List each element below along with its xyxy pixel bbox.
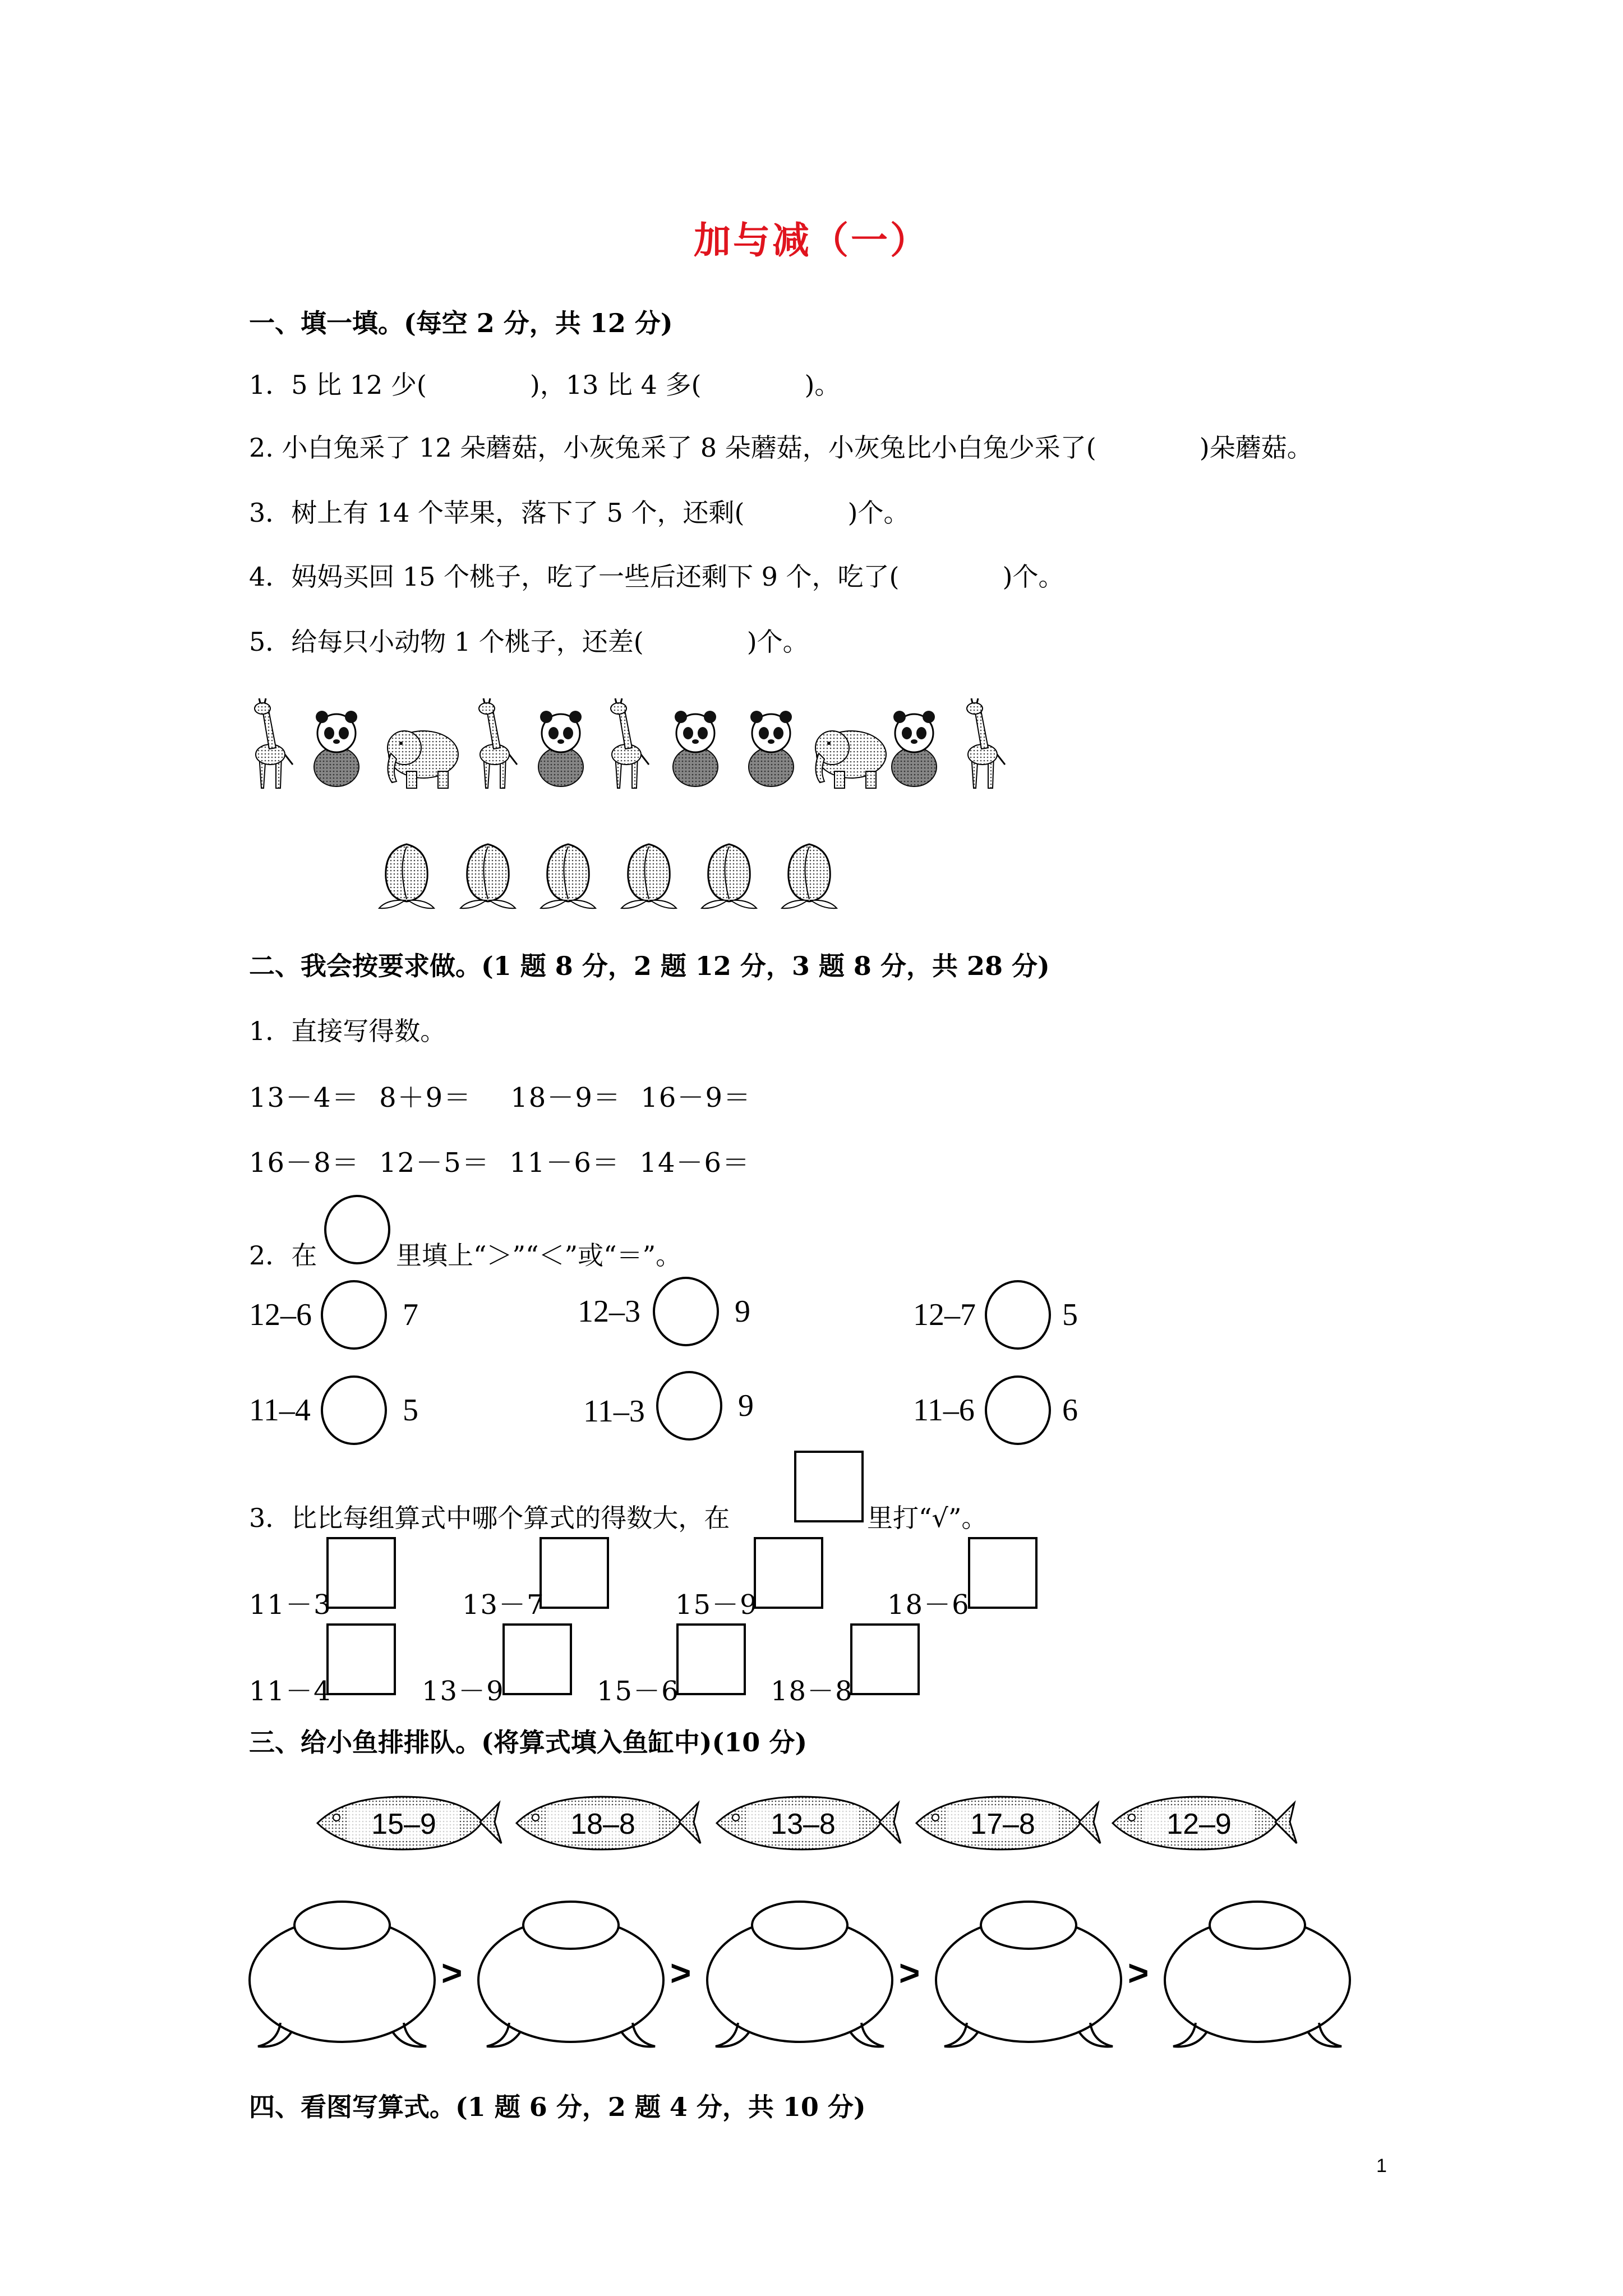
expression-value: 9: [738, 1388, 754, 1423]
question: 里填上“＞”“＜”或“＝”。: [396, 1240, 682, 1271]
arithmetic-row: 13－4＝ 8＋9＝ 18－9＝ 16－9＝: [249, 1082, 751, 1114]
peach-icon: [460, 844, 515, 908]
check-box[interactable]: [754, 1537, 823, 1609]
question: 3．树上有 14 个苹果，落下了 5 个，还剩( )个。: [249, 498, 910, 528]
sample-box: [794, 1451, 864, 1522]
fish-tank[interactable]: [478, 1902, 663, 2046]
expression: 15－9: [675, 1589, 758, 1621]
expression-value: 6: [1062, 1393, 1078, 1428]
check-box[interactable]: [540, 1537, 609, 1609]
expression: 13－9: [422, 1676, 505, 1707]
answer-circle[interactable]: [321, 1280, 387, 1350]
expression: 12–3: [578, 1294, 640, 1329]
giraffe-icon: [255, 698, 293, 788]
fish-tanks-row: [247, 1890, 1391, 2059]
check-box[interactable]: [502, 1623, 572, 1695]
expression-value: 5: [1062, 1297, 1078, 1332]
expression: 11–3: [583, 1394, 645, 1429]
greater-than-sign: >: [1128, 1953, 1149, 1993]
answer-circle[interactable]: [985, 1280, 1051, 1350]
fish-expression: 12–9: [1166, 1808, 1232, 1841]
question: 3．比比每组算式中哪个算式的得数大，在: [249, 1503, 730, 1533]
peach-icon: [379, 844, 434, 908]
answer-circle[interactable]: [321, 1375, 387, 1445]
arithmetic-row: 16－8＝ 12－5＝ 11－6＝ 14－6＝: [249, 1147, 751, 1179]
question: 5．给每只小动物 1 个桃子，还差( )个。: [249, 627, 809, 657]
fish-expression: 17–8: [970, 1808, 1035, 1841]
answer-circle[interactable]: [985, 1375, 1051, 1445]
fish-expression: 15–9: [371, 1808, 436, 1841]
fish-tank[interactable]: [936, 1902, 1121, 2046]
question: 里打“√”。: [867, 1503, 988, 1533]
page-title: 加与减（一）: [694, 218, 929, 262]
section-heading: 三、给小鱼排排队。(将算式填入鱼缸中)(10 分): [249, 1727, 808, 1757]
fish-expression: 18–8: [570, 1808, 635, 1841]
check-box[interactable]: [676, 1623, 746, 1695]
peach-icon: [702, 844, 757, 908]
elephant-icon: [815, 731, 886, 788]
peach-icon: [782, 844, 837, 908]
expression: 11–4: [249, 1393, 311, 1428]
greater-than-sign: >: [899, 1953, 920, 1993]
expression-value: 5: [403, 1393, 418, 1428]
question: 2．在: [249, 1240, 317, 1271]
expression: 13－7: [462, 1589, 545, 1621]
expression: 18－6: [887, 1589, 970, 1621]
answer-circle[interactable]: [656, 1371, 722, 1441]
animals-row: [241, 696, 1026, 791]
answer-circle[interactable]: [653, 1277, 719, 1346]
check-box[interactable]: [968, 1537, 1038, 1609]
question: 2. 小白兔采了 12 朵蘑菇，小灰兔采了 8 朵蘑菇，小灰兔比小白兔少采了( )朵蘑菇。: [249, 432, 1313, 463]
greater-than-sign: >: [670, 1953, 691, 1993]
expression: 15－6: [597, 1676, 680, 1707]
peaches-row: [376, 836, 880, 914]
expression: 12–6: [249, 1297, 312, 1332]
page-number: 1: [1376, 2155, 1387, 2177]
panda-icon: [538, 711, 583, 786]
fish-tank[interactable]: [707, 1902, 892, 2046]
question: 1．直接写得数。: [249, 1016, 446, 1046]
fish-tank[interactable]: [1165, 1902, 1350, 2046]
greater-than-sign: >: [441, 1953, 463, 1993]
fish-tank[interactable]: [250, 1902, 435, 2046]
expression: 11－4: [249, 1676, 332, 1707]
section-heading: 二、我会按要求做。(1 题 8 分，2 题 12 分，3 题 8 分，共 28 分): [249, 951, 1050, 981]
giraffe-icon: [611, 698, 649, 788]
panda-icon: [749, 711, 794, 786]
section-heading: 一、填一填。(每空 2 分，共 12 分): [249, 308, 673, 338]
panda-icon: [673, 711, 718, 786]
fish-expression: 13–8: [771, 1808, 836, 1841]
check-box[interactable]: [326, 1537, 396, 1609]
giraffe-icon: [479, 698, 517, 788]
expression: 11–6: [913, 1393, 975, 1428]
peach-icon: [541, 844, 596, 908]
check-box[interactable]: [326, 1623, 396, 1695]
question: 4．妈妈买回 15 个桃子，吃了一些后还剩下 9 个，吃了( )个。: [249, 562, 1064, 592]
panda-icon: [892, 711, 937, 786]
giraffe-icon: [967, 698, 1005, 788]
expression: 11－3: [249, 1589, 332, 1621]
peach-icon: [621, 844, 676, 908]
expression-value: 7: [403, 1297, 418, 1332]
section-heading: 四、看图写算式。(1 题 6 分，2 题 4 分，共 10 分): [249, 2092, 866, 2122]
check-box[interactable]: [850, 1623, 920, 1695]
panda-icon: [314, 711, 359, 786]
question: 1．5 比 12 少( )，13 比 4 多( )。: [249, 370, 841, 400]
expression-value: 9: [735, 1294, 750, 1329]
expression: 18－8: [771, 1676, 854, 1707]
sample-circle: [324, 1195, 390, 1264]
elephant-icon: [388, 731, 458, 788]
expression: 12–7: [913, 1297, 976, 1332]
